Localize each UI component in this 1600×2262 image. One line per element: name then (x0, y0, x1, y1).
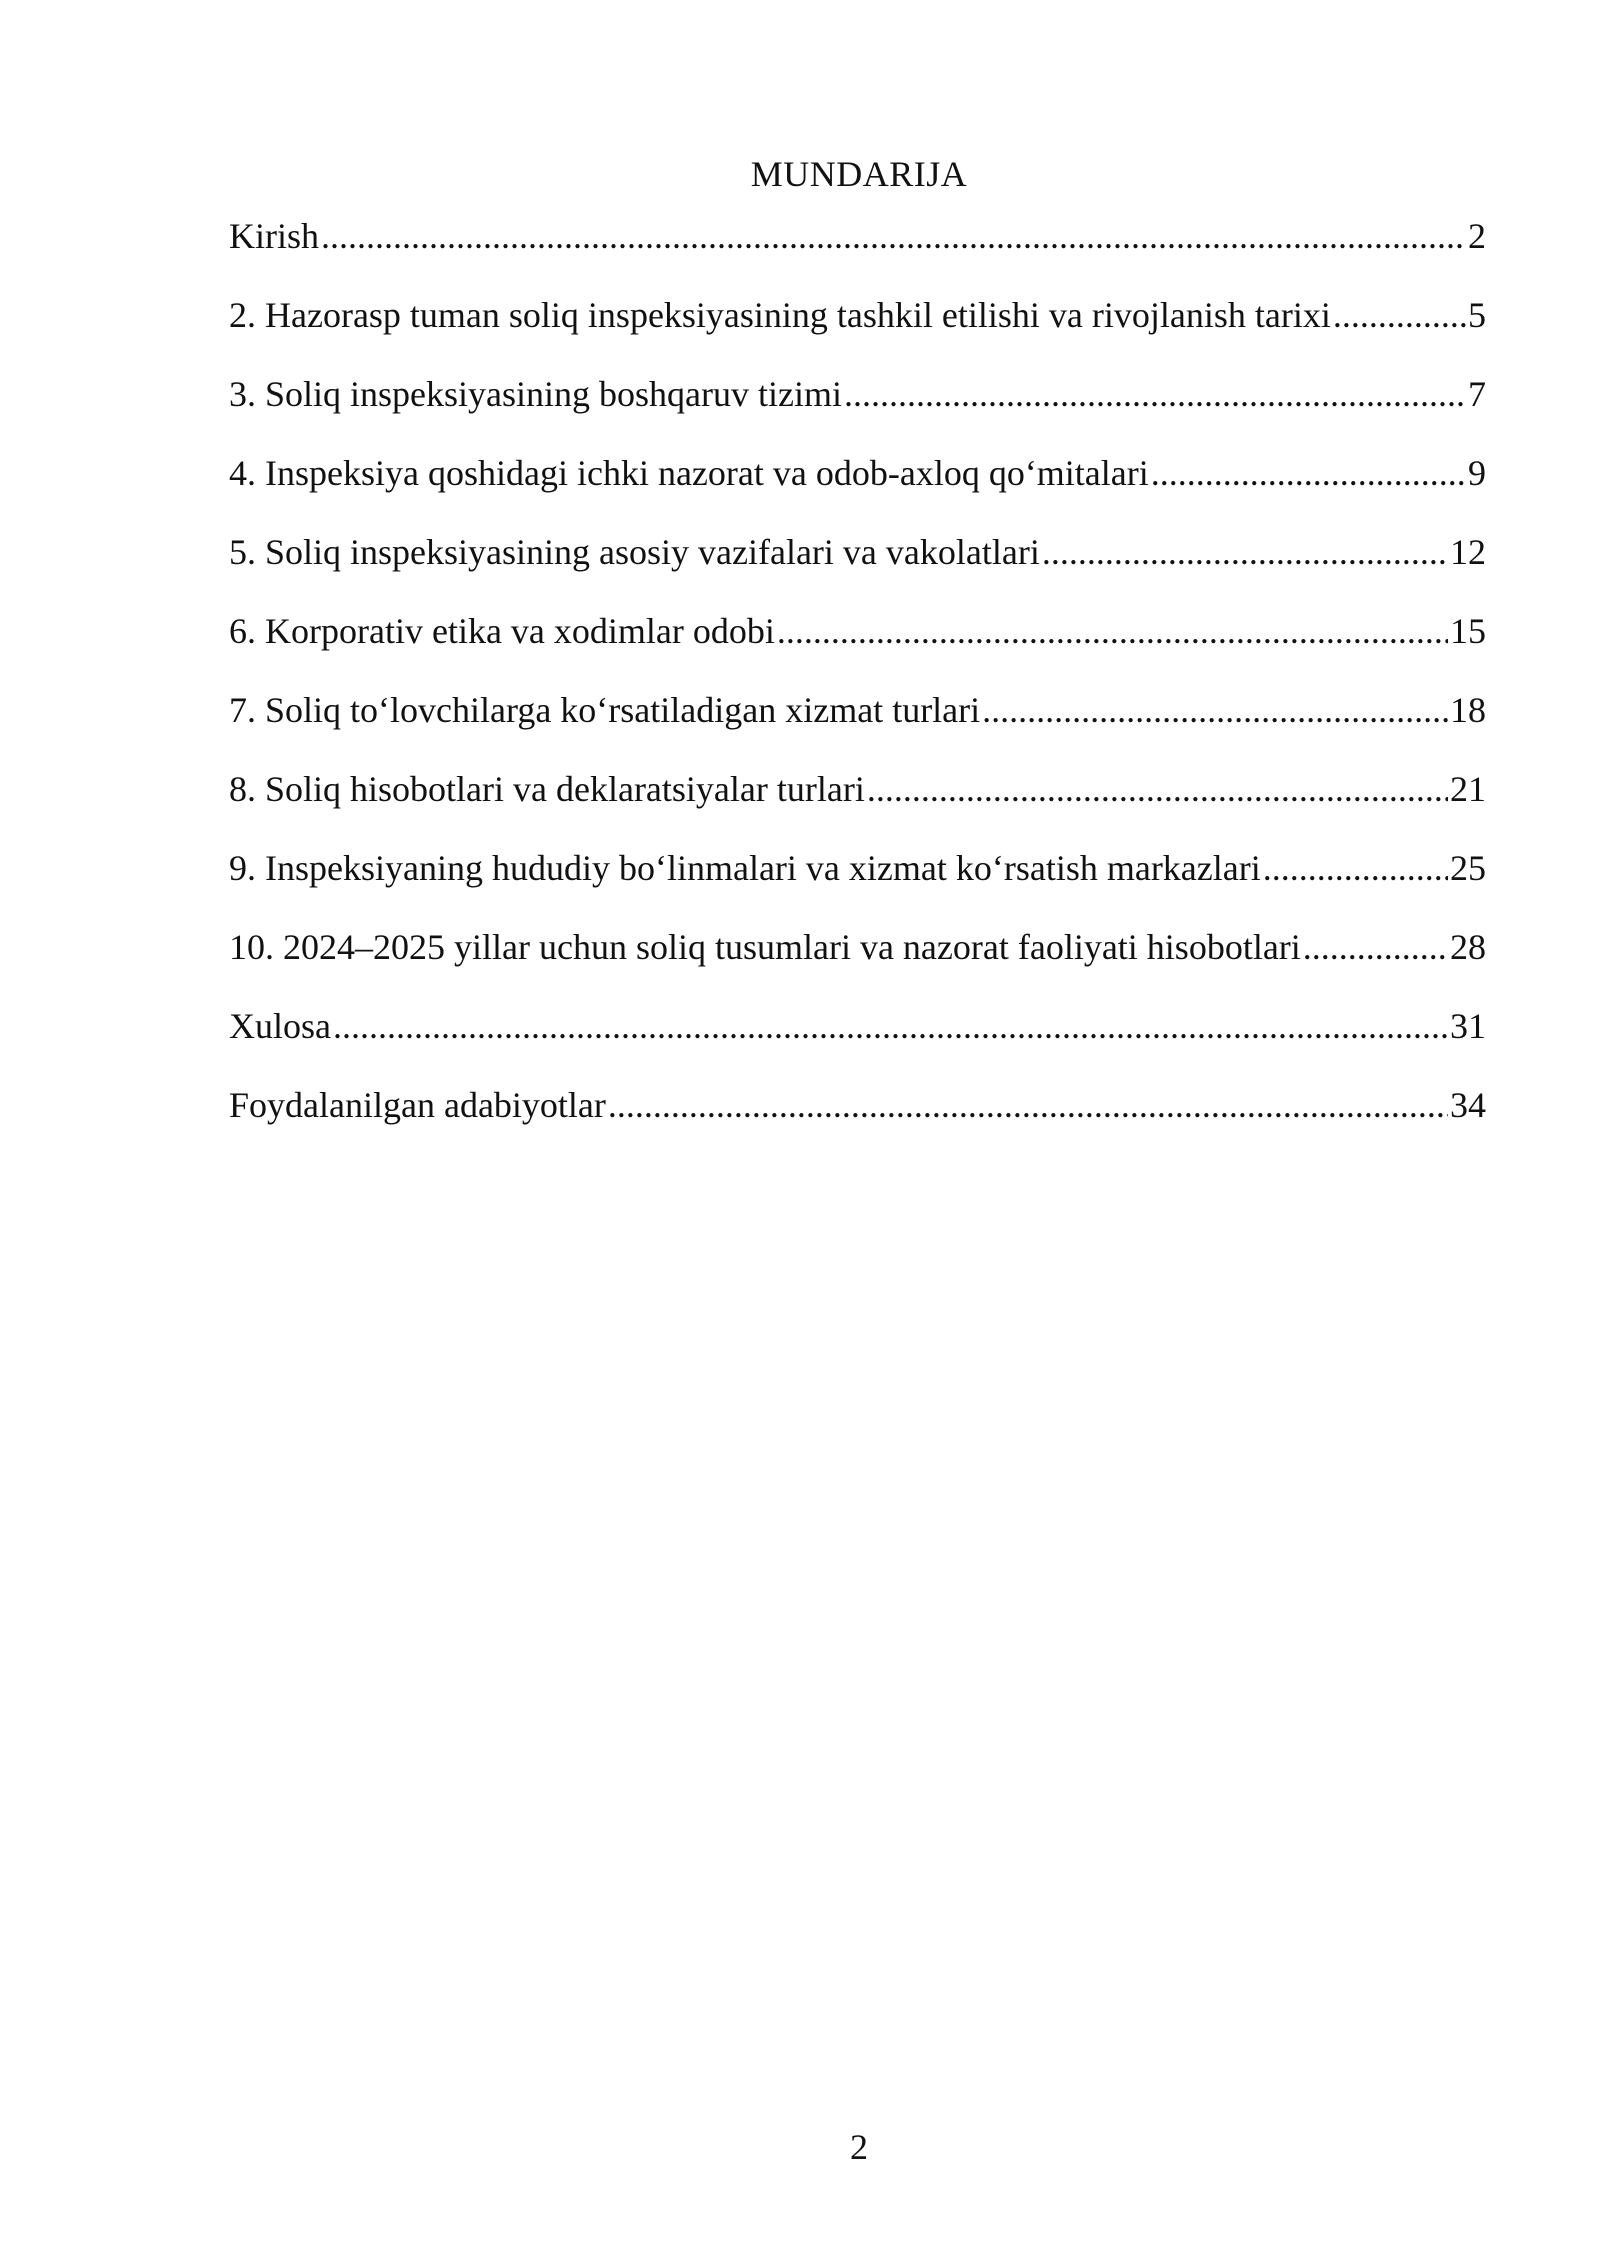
toc-dot-leader (982, 688, 1448, 732)
toc-entry-page: 12 (1450, 532, 1486, 572)
toc-entry-title: 2. Hazorasp tuman soliq inspeksiyasining tashkil etilishi va rivojlanish tarixi (229, 295, 1331, 335)
page-number: 2 (850, 2127, 868, 2167)
toc-entry[interactable] (229, 530, 1486, 609)
toc-entry[interactable] (229, 688, 1486, 767)
toc-entry[interactable] (229, 925, 1486, 1004)
toc-entry[interactable] (229, 609, 1486, 688)
toc-entry-page: 18 (1450, 690, 1486, 730)
toc-dot-leader (1042, 530, 1448, 574)
toc-entry-title: 4. Inspeksiya qoshidagi ichki nazorat va odob-axloq qo‘mitalari (229, 453, 1149, 493)
toc-entry-title: 5. Soliq inspeksiyasining asosiy vazifalari va vakolatlari (229, 532, 1040, 572)
toc-entry-title: Xulosa (229, 1006, 331, 1046)
toc-dot-leader (333, 1004, 1448, 1048)
toc-dot-leader (1303, 925, 1448, 969)
toc-entry-page: 5 (1468, 295, 1486, 335)
toc-entry[interactable] (229, 214, 1486, 293)
toc-entry-title: 9. Inspeksiyaning hududiy bo‘linmalari va xizmat ko‘rsatish markazlari (229, 848, 1261, 888)
toc-dot-leader (844, 372, 1466, 416)
toc-entry[interactable] (229, 1083, 1486, 1162)
toc-dot-leader (1263, 846, 1448, 890)
toc-dot-leader (321, 214, 1466, 258)
toc-entry-title: 7. Soliq to‘lovchilarga ko‘rsatiladigan xizmat turlari (229, 690, 981, 730)
toc-entry[interactable] (229, 1004, 1486, 1083)
toc-entry-title: Foydalanilgan adabiyotlar (229, 1085, 606, 1125)
toc-entry-page: 21 (1450, 769, 1486, 809)
toc-dot-leader (608, 1083, 1448, 1127)
toc-dot-leader (777, 609, 1448, 653)
toc-entry-page: 2 (1468, 216, 1486, 256)
toc-entry[interactable] (229, 293, 1486, 372)
toc-title: MUNDARIJA (750, 154, 968, 194)
toc-entry[interactable] (229, 372, 1486, 451)
toc-entry[interactable] (229, 846, 1486, 925)
toc-entry-page: 31 (1450, 1006, 1486, 1046)
toc-entry-title: 8. Soliq hisobotlari va deklaratsiyalar turlari (229, 769, 865, 809)
toc-entry-page: 28 (1450, 927, 1486, 967)
toc-entry-page: 34 (1450, 1085, 1486, 1125)
toc-entry-page: 9 (1468, 453, 1486, 493)
toc-entry-page: 15 (1450, 611, 1486, 651)
toc-entry-title: 6. Korporativ etika va xodimlar odobi (229, 611, 775, 651)
toc-entry-title: Kirish (229, 216, 319, 256)
toc-entry[interactable] (229, 451, 1486, 530)
toc-dot-leader (1151, 451, 1466, 495)
toc-dot-leader (1333, 293, 1466, 337)
table-of-contents (229, 214, 1486, 1162)
toc-entry-title: 10. 2024–2025 yillar uchun soliq tusumlari va nazorat faoliyati hisobotlari (229, 927, 1301, 967)
toc-entry-title: 3. Soliq inspeksiyasining boshqaruv tizimi (229, 374, 842, 414)
toc-dot-leader (867, 767, 1448, 811)
toc-entry-page: 7 (1468, 374, 1486, 414)
toc-entry-page: 25 (1450, 848, 1486, 888)
toc-entry[interactable] (229, 767, 1486, 846)
